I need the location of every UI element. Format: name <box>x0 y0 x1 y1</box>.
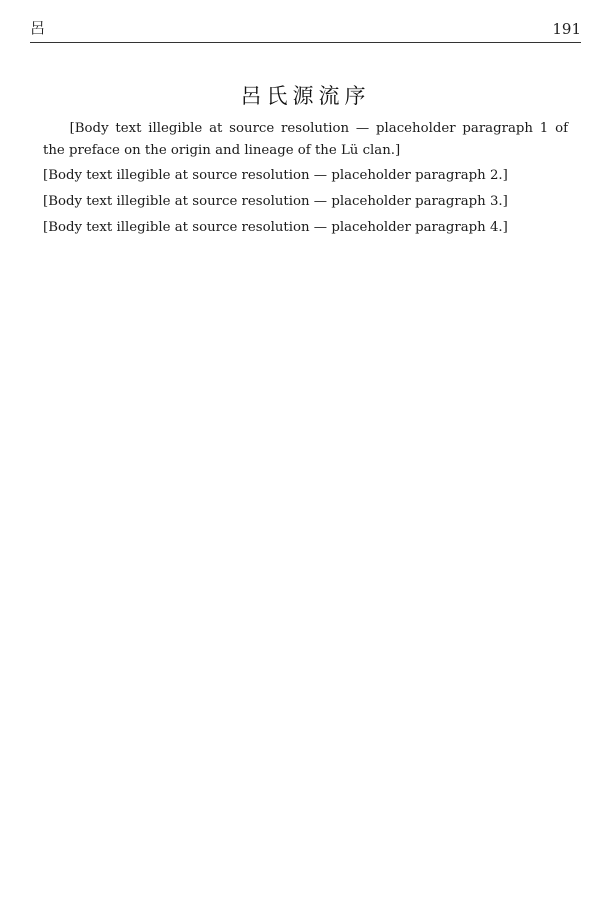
section-title: 呂氏源流序 <box>240 84 371 108</box>
page-header <box>30 14 581 38</box>
header-divider <box>30 42 581 43</box>
body-paragraph: [Body text illegible at source resolution — placeholder paragraph 4.] <box>43 219 508 235</box>
body-paragraph: [Body text illegible at source resolution — placeholder paragraph 1 of the preface on the origin and lineage of the Lü clan.] <box>43 121 568 158</box>
body-paragraph: [Body text illegible at source resolution — placeholder paragraph 2.] <box>43 168 508 184</box>
page-number: 191 <box>552 20 581 38</box>
running-title: 呂 <box>30 19 46 37</box>
body-paragraph: [Body text illegible at source resolution — placeholder paragraph 3.] <box>43 194 508 210</box>
body-text <box>43 118 568 243</box>
